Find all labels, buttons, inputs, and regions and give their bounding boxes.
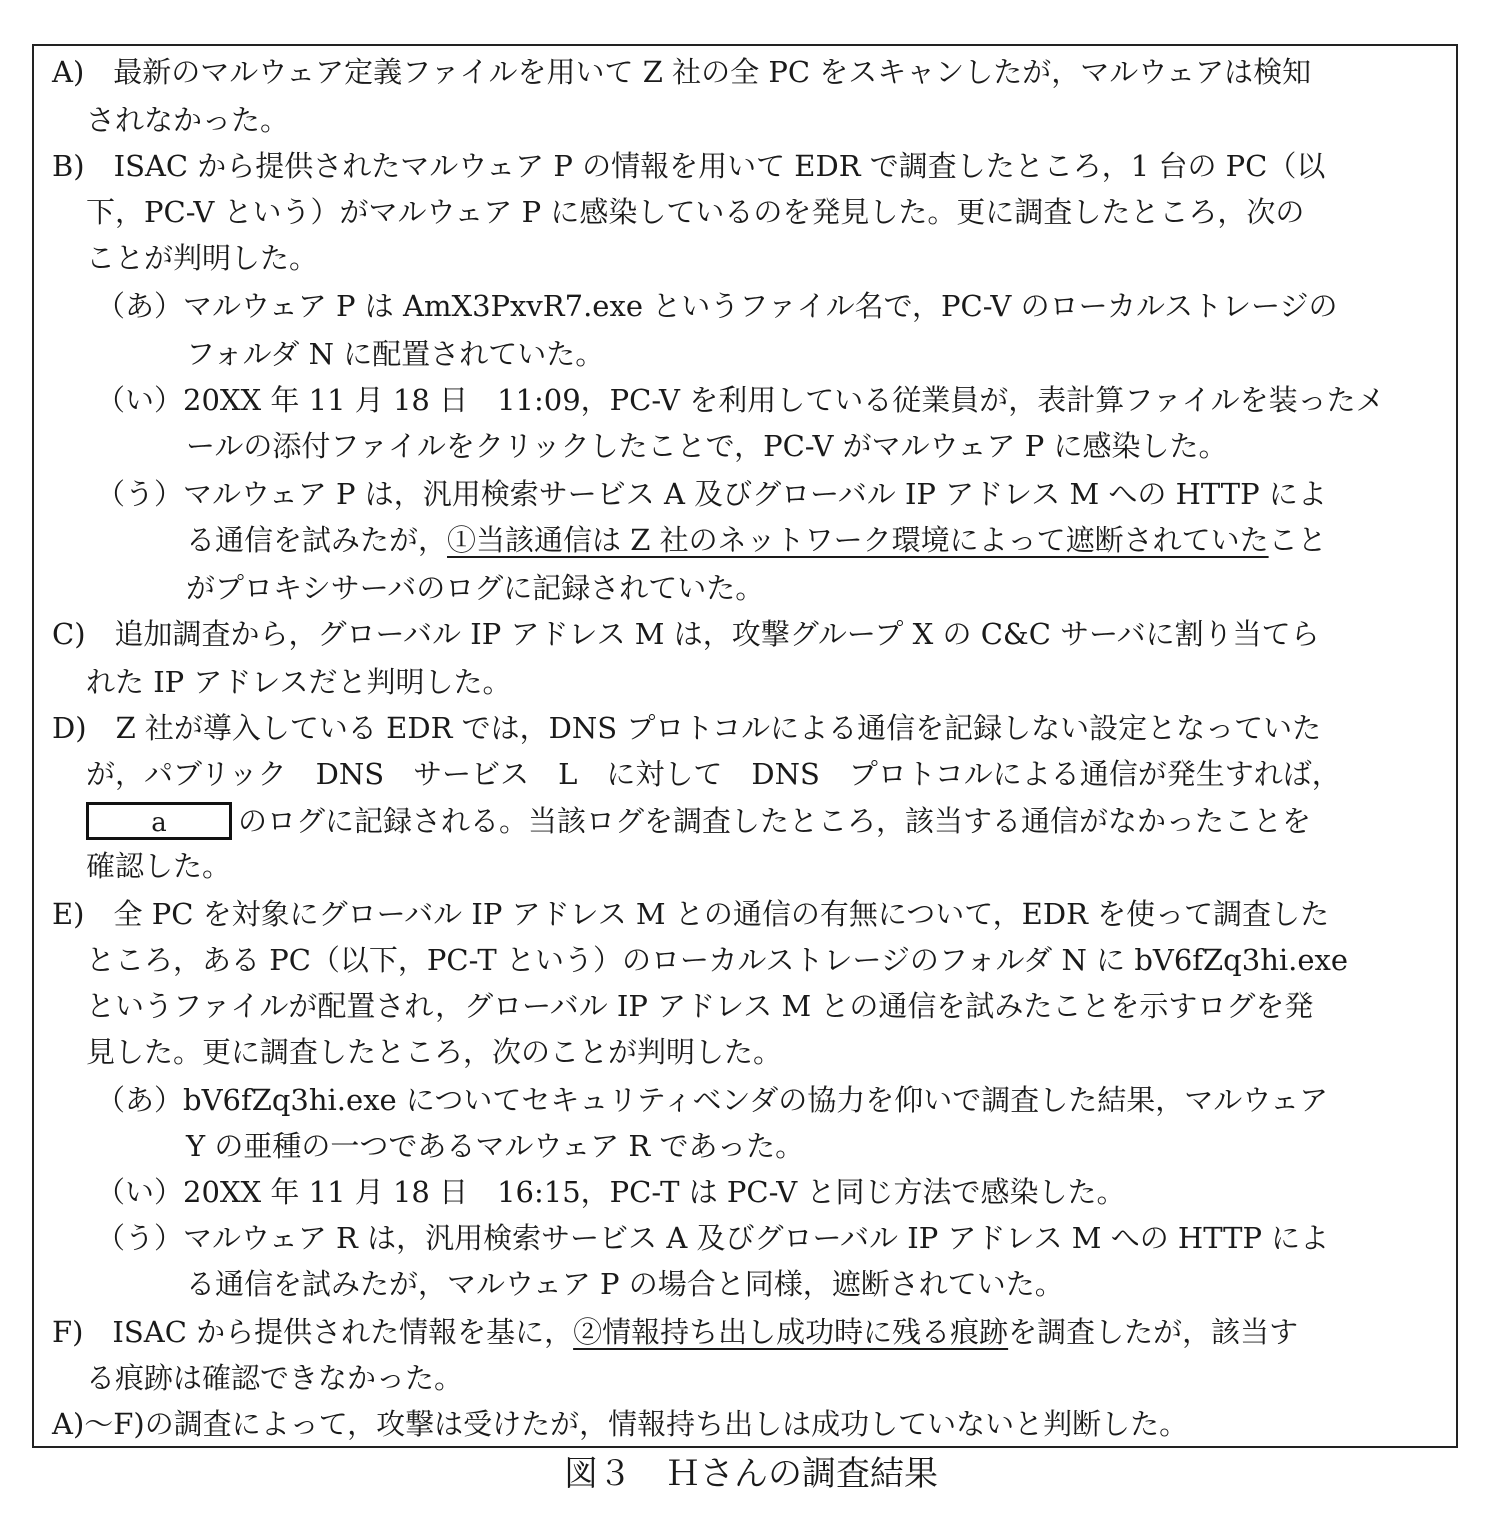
item-b-sub-i-line-1: （い）20XX 年 11 月 18 日 11:09，PC-V を利用している従業員が，表計算ファイルを装ったメ: [96, 383, 1385, 417]
item-e-line-1: E) 全 PC を対象にグローバル IP アドレス M との通信の有無について，EDR を使って調査した: [52, 897, 1330, 931]
item-b-sub-u-line-1: （う）マルウェア P は，汎用検索サービス A 及びグローバル IP アドレス M への HTTP によ: [96, 477, 1327, 511]
item-b-line-2: 下，PC-V という）がマルウェア P に感染しているのを発見した。更に調査したところ，次の: [86, 195, 1305, 229]
item-b-sub-i-line-2: ールの添付ファイルをクリックしたことで，PC-V がマルウェア P に感染した。: [186, 429, 1228, 463]
item-b-sub-a-line-2: フォルダ N に配置されていた。: [186, 337, 605, 371]
item-b-line-1: B) ISAC から提供されたマルウェア P の情報を用いて EDR で調査したところ，1 台の PC（以: [52, 149, 1326, 183]
item-d-line-3-text: のログに記録される。当該ログを調査したところ，該当する通信がなかったことを: [238, 804, 1312, 838]
item-d-line-2: が，パブリック DNS サービス L に対して DNS プロトコルによる通信が発生すれば，: [86, 757, 1341, 791]
item-e-line-4: 見した。更に調査したところ，次のことが判明した。: [86, 1035, 783, 1069]
item-e-sub-a-line-1: （あ）bV6fZq3hi.exe についてセキュリティベンダの協力を仰いで調査した結果，マルウェア: [96, 1083, 1329, 1117]
item-f-line-1: [52, 1315, 1299, 1349]
item-e-sub-u-line-1: （う）マルウェア R は，汎用検索サービス A 及びグローバル IP アドレス M への HTTP によ: [96, 1221, 1330, 1255]
item-b-sub-u-line-2-pre: る通信を試みたが，: [186, 523, 448, 557]
item-d-line-3: [86, 806, 1311, 840]
item-a-line-2: されなかった。: [86, 103, 290, 137]
item-e-sub-i-line-1: （い）20XX 年 11 月 18 日 16:15，PC-T は PC-V と同じ方法で感染した。: [96, 1175, 1126, 1209]
item-a-line-1: A) 最新のマルウェア定義ファイルを用いて Z 社の全 PC をスキャンしたが，マルウェアは検知: [52, 55, 1312, 89]
item-e-sub-u-line-2: る通信を試みたが，マルウェア P の場合と同様，遮断されていた。: [186, 1267, 1064, 1301]
item-d-line-1: D) Z 社が導入している EDR では，DNS プロトコルによる通信を記録しない設定となっていた: [52, 711, 1322, 745]
item-d-line-4: 確認した。: [86, 849, 232, 883]
underline-annotation-2: ②情報持ち出し成功時に残る痕跡: [573, 1315, 1009, 1349]
figure-caption: 図３ Ｈさんの調査結果: [564, 1454, 938, 1494]
item-c-line-2: れた IP アドレスだと判明した。: [86, 665, 512, 699]
item-e-line-2: ところ，ある PC（以下，PC-T という）のローカルストレージのフォルダ N に bV6fZq3hi.exe: [86, 943, 1349, 977]
item-c-line-1: C) 追加調査から，グローバル IP アドレス M は，攻撃グループ X の C&C サーバに割り当てら: [52, 617, 1320, 651]
item-e-line-3: というファイルが配置され，グローバル IP アドレス M との通信を試みたことを示すログを発: [86, 989, 1314, 1023]
item-b-line-3: ことが判明した。: [86, 241, 319, 275]
item-b-sub-u-line-2-post: こと: [1268, 523, 1327, 557]
item-b-sub-u-line-3: がプロキシサーバのログに記録されていた。: [186, 571, 765, 605]
item-f-line-1-post: を調査したが，該当す: [1008, 1315, 1299, 1349]
item-f-line-1-pre: F) ISAC から提供された情報を基に，: [52, 1315, 574, 1349]
item-e-sub-a-line-2: Y の亜種の一つであるマルウェア R であった。: [186, 1129, 805, 1163]
conclusion-line: A)～F)の調査によって，攻撃は受けたが，情報持ち出しは成功していないと判断した。: [52, 1407, 1189, 1441]
item-b-sub-u-line-2: [186, 523, 1327, 557]
underline-annotation-1: ①当該通信は Z 社のネットワーク環境によって遮断されていた: [447, 523, 1269, 557]
item-b-sub-a-line-1: （あ）マルウェア P は AmX3PxvR7.exe というファイル名で，PC-V のローカルストレージの: [96, 289, 1338, 323]
answer-blank-a: a: [86, 802, 232, 840]
item-f-line-2: る痕跡は確認できなかった。: [86, 1361, 464, 1395]
